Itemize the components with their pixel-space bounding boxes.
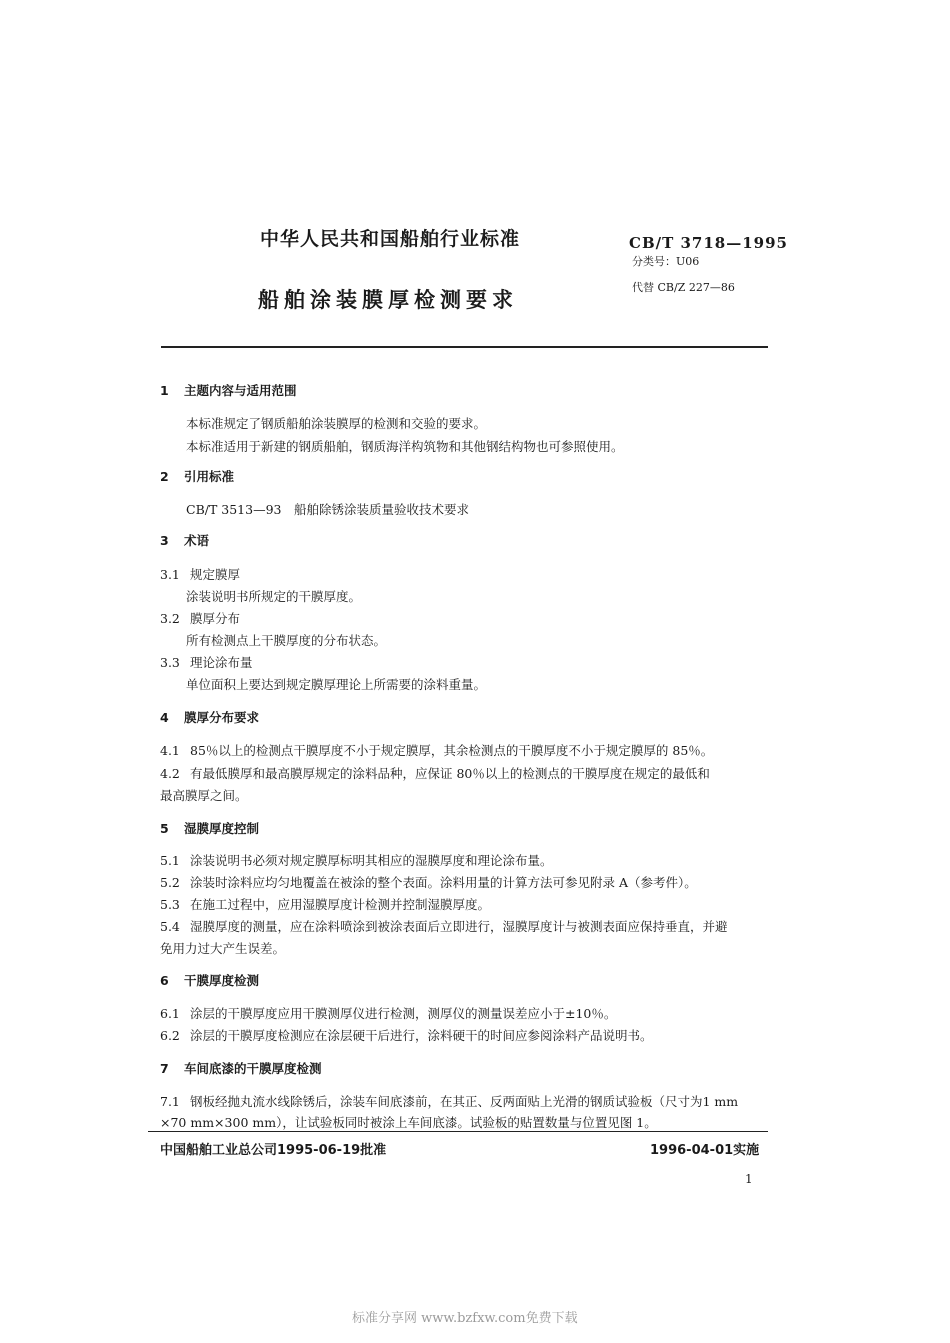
effective-date: 1996-04-01实施 [650, 1143, 760, 1158]
section-number: 4 [160, 710, 169, 725]
section-number: 6 [160, 973, 169, 988]
clause-text: 涂装时涂料应均匀地覆盖在被涂的整个表面。涂料用量的计算方法可参见附录 A（参考件）。 [190, 875, 697, 890]
section-5-heading [160, 819, 259, 837]
clause-text: 钢板经抛丸流水线除锈后，涂装车间底漆前，在其正、反两面贴上光滑的钢质试验板（尺寸为1 mm [190, 1094, 739, 1109]
clause-7-1-continued: ×70 mm×300 mm），让试验板同时被涂上车间底漆。试验板的贴置数量与位置见图 1。 [160, 1115, 657, 1130]
clause-number: 5.4 [160, 919, 180, 934]
clause-text: 85％以上的检测点干膜厚度不小于规定膜厚，其余检测点的干膜厚度不小于规定膜厚的 85％。 [190, 743, 714, 758]
section-title: 术语 [184, 533, 210, 548]
section-title: 引用标准 [184, 469, 235, 484]
classification-number: 分类号：U06 [632, 255, 700, 268]
page-number: 1 [745, 1172, 753, 1186]
term-3-1 [160, 565, 240, 583]
header-divider [161, 346, 768, 348]
section-number: 3 [160, 533, 169, 548]
approval-date: 中国船舶工业总公司1995-06-19批准 [160, 1143, 387, 1158]
section-1-paragraph-1: 本标准规定了钢质船舶涂装膜厚的检测和交验的要求。 [186, 416, 487, 431]
clause-6-1 [160, 1004, 616, 1022]
term-3-3-definition: 单位面积上要达到规定膜厚理论上所需要的涂料重量。 [186, 677, 487, 692]
clause-4-1 [160, 741, 713, 759]
clause-number: 6.1 [160, 1006, 180, 1021]
clause-number: 7.1 [160, 1094, 180, 1109]
clause-4-2-continued: 最高膜厚之间。 [160, 788, 248, 803]
clause-number: 3.1 [160, 567, 180, 582]
clause-number: 3.3 [160, 655, 180, 670]
clause-number: 4.1 [160, 743, 180, 758]
clause-7-1 [160, 1092, 738, 1110]
term-title: 膜厚分布 [190, 611, 241, 626]
clause-number: 5.1 [160, 853, 180, 868]
standard-number: CB/T 3718—1995 [629, 234, 788, 252]
replaces-standard: 代替 CB/Z 227—86 [632, 281, 735, 294]
clause-5-3 [160, 895, 490, 913]
section-number: 2 [160, 469, 169, 484]
section-number: 7 [160, 1061, 169, 1076]
clause-text: 涂层的干膜厚度检测应在涂层硬干后进行，涂料硬干的时间应参阅涂料产品说明书。 [190, 1028, 653, 1043]
term-3-1-definition: 涂装说明书所规定的干膜厚度。 [186, 589, 362, 604]
document-title: 船舶涂装膜厚检测要求 [258, 288, 518, 312]
clause-4-2 [160, 764, 710, 782]
term-3-3 [160, 653, 253, 671]
clause-5-4 [160, 917, 728, 935]
term-3-2-definition: 所有检测点上干膜厚度的分布状态。 [186, 633, 387, 648]
clause-number: 4.2 [160, 766, 180, 781]
clause-text: 涂层的干膜厚度应用干膜测厚仪进行检测，测厚仪的测量误差应小于±10％。 [190, 1006, 617, 1021]
clause-5-1 [160, 851, 553, 869]
clause-text: 涂装说明书必须对规定膜厚标明其相应的湿膜厚度和理论涂布量。 [190, 853, 553, 868]
section-2-heading [160, 467, 234, 485]
clause-number: 5.3 [160, 897, 180, 912]
clause-5-2 [160, 873, 697, 891]
clause-number: 5.2 [160, 875, 180, 890]
clause-text: 湿膜厚度的测量，应在涂料喷涂到被涂表面后立即进行，湿膜厚度计与被测表面应保持垂直，并避 [190, 919, 728, 934]
term-title: 理论涂布量 [190, 655, 253, 670]
section-title: 干膜厚度检测 [184, 973, 260, 988]
section-7-heading [160, 1059, 322, 1077]
section-title: 车间底漆的干膜厚度检测 [184, 1061, 322, 1076]
clause-number: 6.2 [160, 1028, 180, 1043]
section-4-heading [160, 708, 259, 726]
clause-5-4-continued: 免用力过大产生误差。 [160, 941, 286, 956]
section-1-heading [160, 381, 297, 399]
clause-text: 有最低膜厚和最高膜厚规定的涂料品种，应保证 80％以上的检测点的干膜厚度在规定的最低和 [190, 766, 710, 781]
term-3-2 [160, 609, 240, 627]
clause-6-2 [160, 1026, 653, 1044]
watermark-text: 标准分享网 www.bzfxw.com免费下载 [352, 1311, 578, 1326]
clause-number: 3.2 [160, 611, 180, 626]
footer-divider [148, 1131, 768, 1132]
section-1-paragraph-2: 本标准适用于新建的钢质船舶，钢质海洋构筑物和其他钢结构物也可参照使用。 [186, 439, 624, 454]
section-title: 湿膜厚度控制 [184, 821, 260, 836]
section-3-heading [160, 531, 209, 549]
term-title: 规定膜厚 [190, 567, 241, 582]
standard-org-title: 中华人民共和国船舶行业标准 [260, 228, 521, 250]
section-title: 主题内容与适用范围 [184, 383, 297, 398]
section-6-heading [160, 971, 259, 989]
section-number: 1 [160, 383, 169, 398]
section-title: 膜厚分布要求 [184, 710, 260, 725]
clause-text: 在施工过程中，应用湿膜厚度计检测并控制湿膜厚度。 [190, 897, 491, 912]
section-number: 5 [160, 821, 169, 836]
reference-standard: CB/T 3513—93 船舶除锈涂装质量验收技术要求 [186, 502, 469, 517]
